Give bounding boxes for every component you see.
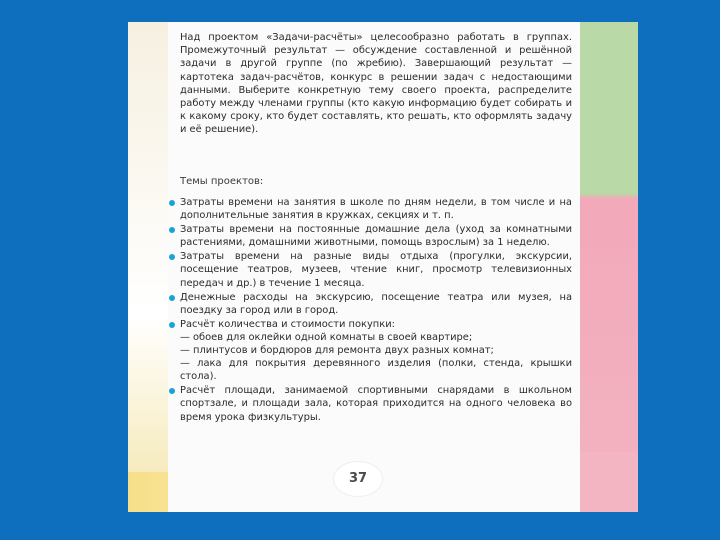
topic-text: Затраты времени на разные виды отдыха (прогулки, экскурсии, посещение театров, музеев, чтение книг, просмотр телевизионных передач и др.) в течение 1 месяца. <box>180 251 572 289</box>
list-item <box>168 196 572 222</box>
topics-list <box>168 196 572 425</box>
list-item <box>168 384 572 423</box>
decorative-background-right <box>580 22 638 512</box>
topic-text: Затраты времени на постоянные домашние дела (уход за комнатными растениями, домашними животными, помощь взрослым) за 1 неделю. <box>180 224 572 249</box>
topic-text: Расчёт площади, занимаемой спортивными снарядами в школьном спортзале, и площади зала, которая приходится на одного человека во время урока физкультуры. <box>180 385 572 423</box>
topics-heading: Темы проектов: <box>180 176 264 187</box>
topic-text: Затраты времени на занятия в школе по дням недели, в том числе и на дополнительные занятия в кружках, секциях и т. п. <box>180 197 572 222</box>
topic-text: Расчёт количества и стоимости покупки: <box>180 318 395 330</box>
textbook-page <box>168 22 580 512</box>
bullet-icon <box>169 200 175 206</box>
topic-text: Денежные расходы на экскурсию, посещение театра или музея, на поездку за город или в город. <box>180 291 572 316</box>
slide <box>128 22 638 512</box>
bullet-icon <box>169 295 175 301</box>
intro-paragraph: Над проектом «Задачи-расчёты» целесообразно работать в группах. Промежуточный результат — обсуждение составленной и решённой задачи в другой группе (по жребию). Завершающий результат — картотека задач-расчётов, конкурс в решении задач с недостающими данными. Выберите конкретную тему своего проекта, распределите работу между членами группы (кто какую информацию будет собирать и к какому сроку, кто будет составлять, кто решать, кто оформлять задачу и её решение). <box>180 32 572 136</box>
bullet-icon <box>169 254 175 260</box>
list-item <box>168 318 572 383</box>
bullet-icon <box>169 227 175 233</box>
bullet-icon <box>169 322 175 328</box>
subtopic-text: — обоев для оклейки одной комнаты в своей квартире; <box>180 331 473 343</box>
list-item <box>168 291 572 317</box>
page-number: 37 <box>334 462 382 496</box>
list-item <box>168 250 572 289</box>
subtopic-text: — лака для покрытия деревянного изделия (полки, стенда, крышки стола). <box>180 358 572 383</box>
list-item <box>168 223 572 249</box>
subtopic-text: — плинтусов и бордюров для ремонта двух разных комнат; <box>180 345 494 357</box>
bullet-icon <box>169 388 175 394</box>
